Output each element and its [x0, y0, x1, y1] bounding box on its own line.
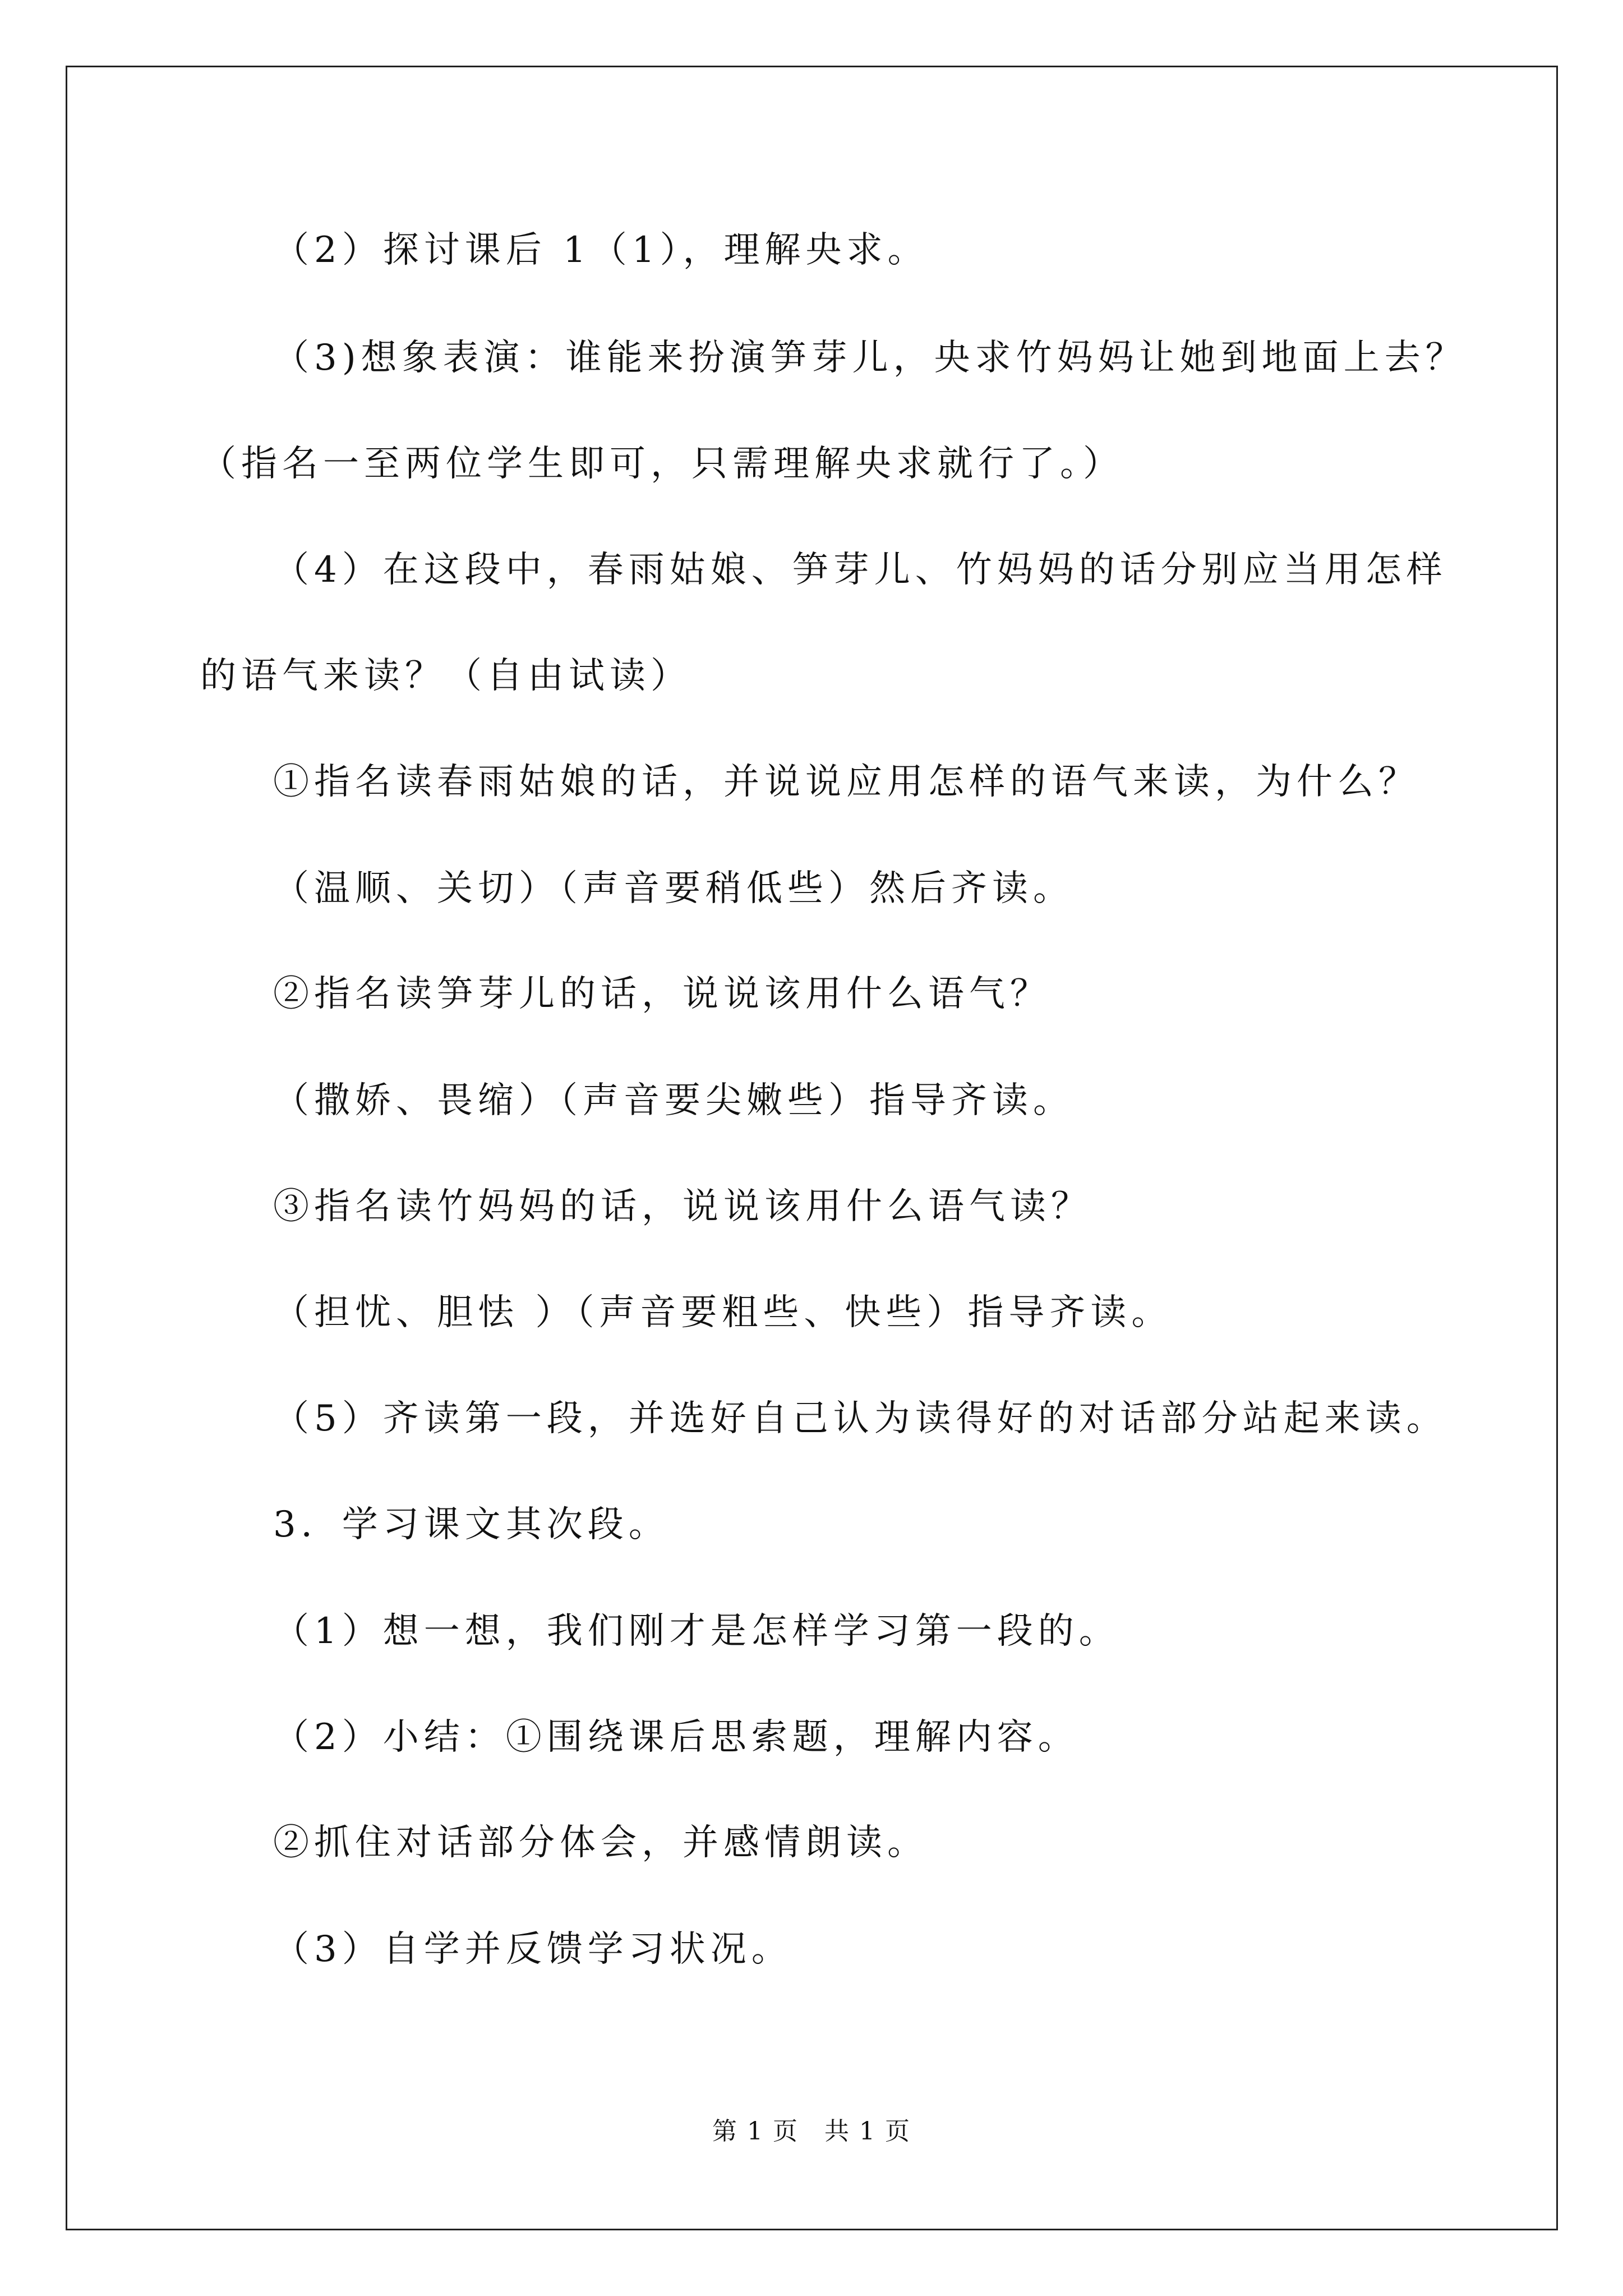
paragraph-line: ②指名读笋芽儿的话，说说该用什么语气？: [273, 973, 1051, 1015]
paragraph-line: （4）在这段中，春雨姑娘、笋芽儿、竹妈妈的话分别应当用怎样: [273, 549, 1447, 591]
paragraph-line: （2）探讨课后 1（1），理解央求。: [273, 229, 929, 271]
paragraph-line: （1）想一想，我们刚才是怎样学习第一段的。: [273, 1611, 1120, 1652]
paragraph-line: ①指名读春雨姑娘的话，并说说应用怎样的语气来读，为什么？: [273, 761, 1419, 803]
paragraph-line: （3）自学并反馈学习状况。: [273, 1929, 792, 1970]
paragraph-line: （撒娇、畏缩）（声音要尖嫩些）指导齐读。: [273, 1080, 1074, 1121]
paragraph-line: （3)想象表演：谁能来扮演笋芽儿，央求竹妈妈让她到地面上去？: [273, 337, 1467, 379]
paragraph-line: （2）小结：①围绕课后思索题，理解内容。: [273, 1717, 1079, 1758]
paragraph-line: 的语气来读？（自由试读）: [200, 655, 691, 697]
paragraph-line: （温顺、关切）（声音要稍低些）然后齐读。: [273, 868, 1074, 909]
page-border: [66, 66, 1558, 2230]
paragraph-line: （担忧、胆怯 ）（声音要粗些、快些）指导齐读。: [273, 1292, 1173, 1333]
paragraph-line: （5）齐读第一段，并选好自己认为读得好的对话部分站起来读。: [273, 1398, 1447, 1439]
paragraph-line: ③指名读竹妈妈的话，说说该用什么语气读？: [273, 1186, 1092, 1227]
paragraph-line: ②抓住对话部分体会，并感情朗读。: [273, 1822, 928, 1864]
page-number-footer: 第 1 页 共 1 页: [712, 2117, 911, 2146]
section-heading: 3．学习课文其次段。: [273, 1504, 670, 1545]
paragraph-line: （指名一至两位学生即可，只需理解央求就行了。）: [200, 443, 1124, 485]
